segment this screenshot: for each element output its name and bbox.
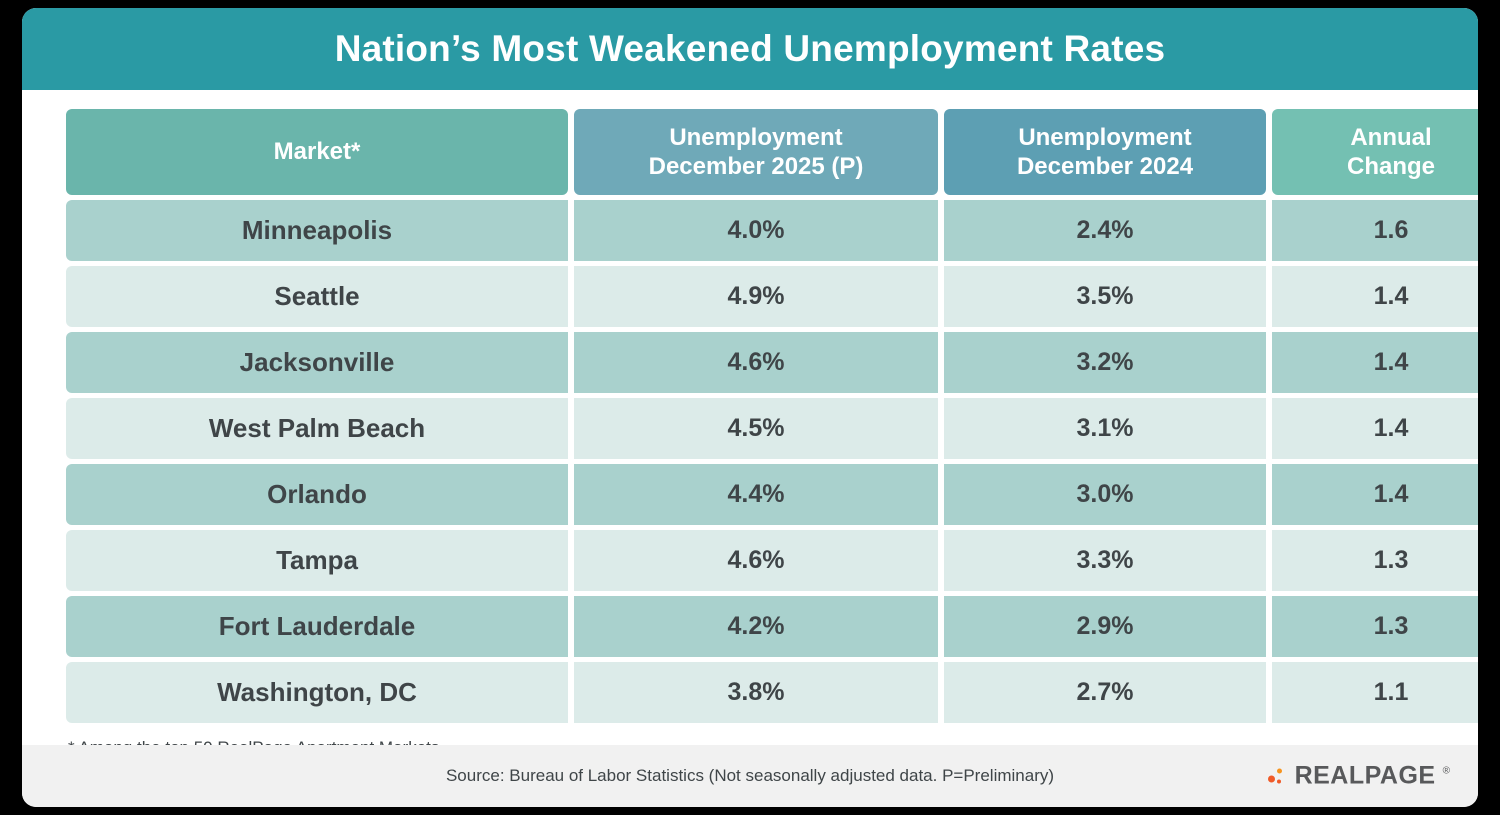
cell-market: Minneapolis — [66, 200, 568, 261]
cell-previous: 3.3% — [944, 530, 1266, 591]
page-title: Nation’s Most Weakened Unemployment Rates — [334, 28, 1166, 69]
cell-current: 4.6% — [574, 530, 938, 591]
cell-market: Orlando — [66, 464, 568, 525]
cell-change: 1.4 — [1272, 332, 1478, 393]
cell-previous: 3.2% — [944, 332, 1266, 393]
header-row — [66, 109, 1478, 195]
title-bar — [22, 8, 1478, 90]
table-body — [66, 200, 1478, 723]
logo-wordmark: REALPAGE — [1294, 761, 1436, 790]
cell-market: Tampa — [66, 530, 568, 591]
cell-market: Jacksonville — [66, 332, 568, 393]
logo-trademark: ® — [1442, 765, 1450, 777]
cell-current: 4.2% — [574, 596, 938, 657]
cell-current: 4.4% — [574, 464, 938, 525]
column-header-market-line1: Market* — [273, 138, 361, 166]
table-header — [66, 109, 1478, 195]
table-row — [66, 662, 1478, 723]
cell-change: 1.6 — [1272, 200, 1478, 261]
logo-dots-icon — [1268, 766, 1288, 786]
table-container — [22, 90, 1478, 728]
cell-current: 4.0% — [574, 200, 938, 261]
table-row — [66, 398, 1478, 459]
table-row — [66, 266, 1478, 327]
table-row — [66, 464, 1478, 525]
cell-change: 1.3 — [1272, 530, 1478, 591]
table-row — [66, 596, 1478, 657]
column-header-current-line1: Unemployment — [669, 123, 843, 151]
column-header-current-line2: December 2025 (P) — [648, 153, 864, 180]
column-header-previous-line1: Unemployment — [1018, 123, 1192, 151]
column-header-change — [1272, 109, 1478, 195]
column-header-change-line2: Change — [1346, 153, 1435, 180]
cell-previous: 2.4% — [944, 200, 1266, 261]
cell-market: Fort Lauderdale — [66, 596, 568, 657]
column-header-previous — [944, 109, 1266, 195]
cell-current: 4.9% — [574, 266, 938, 327]
cell-previous: 2.9% — [944, 596, 1266, 657]
cell-change: 1.3 — [1272, 596, 1478, 657]
column-header-market — [66, 109, 568, 195]
infographic-card — [22, 8, 1478, 807]
cell-previous: 3.0% — [944, 464, 1266, 525]
column-header-previous-line2: December 2024 — [1016, 153, 1194, 180]
table-row — [66, 530, 1478, 591]
source-text: Source: Bureau of Labor Statistics (Not seasonally adjusted data. P=Preliminary) — [445, 766, 1055, 785]
table-row — [66, 332, 1478, 393]
source-bar — [22, 745, 1478, 807]
cell-change: 1.4 — [1272, 266, 1478, 327]
column-header-current — [574, 109, 938, 195]
unemployment-table — [60, 104, 1478, 728]
cell-change: 1.4 — [1272, 398, 1478, 459]
realpage-logo — [1268, 762, 1450, 791]
cell-previous: 3.1% — [944, 398, 1266, 459]
cell-market: Washington, DC — [66, 662, 568, 723]
table-row — [66, 200, 1478, 261]
cell-market: Seattle — [66, 266, 568, 327]
cell-previous: 2.7% — [944, 662, 1266, 723]
cell-current: 4.6% — [574, 332, 938, 393]
cell-previous: 3.5% — [944, 266, 1266, 327]
cell-current: 4.5% — [574, 398, 938, 459]
cell-current: 3.8% — [574, 662, 938, 723]
cell-change: 1.4 — [1272, 464, 1478, 525]
column-header-change-line1: Annual — [1350, 123, 1432, 151]
cell-market: West Palm Beach — [66, 398, 568, 459]
cell-change: 1.1 — [1272, 662, 1478, 723]
